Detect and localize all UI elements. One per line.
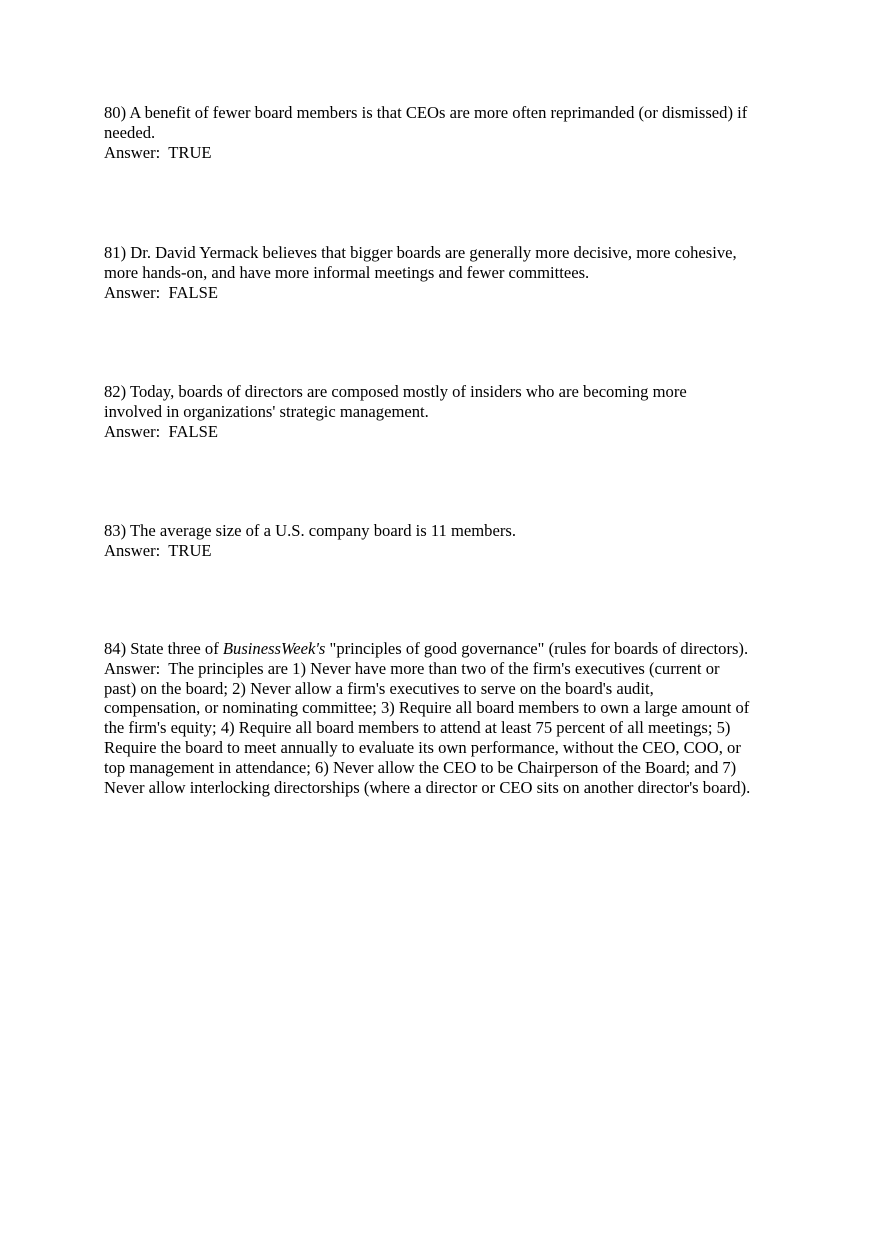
question-83-number: 83) [104, 521, 127, 540]
question-84-italic-title: BusinessWeek's [222, 639, 326, 658]
question-81-answer: FALSE [168, 282, 219, 302]
question-81-text-1: Dr. David Yermack believes that bigger boards are generally more decisive, more cohesive, [130, 243, 737, 262]
answer-label: Answer: [104, 142, 169, 162]
question-80-answer-line [104, 143, 784, 163]
question-83-answer: TRUE [168, 540, 212, 560]
question-84-answer-text-5: Require the board to meet annually to evaluate its own performance, without the CEO, COO, or [104, 737, 741, 757]
question-84-answer-text-1: The principles are 1) Never have more than two of the firm's executives (current or [168, 658, 720, 678]
question-82-answer-line [104, 422, 784, 442]
question-84-answer-text-3: compensation, or nominating committee; 3) Require all board members to own a large amount of [104, 698, 750, 718]
question-82-answer: FALSE [168, 421, 219, 441]
question-84-answer-text-2: past) on the board; 2) Never allow a firm's executives to serve on the board's audit, [104, 678, 654, 698]
answer-label: Answer: [104, 658, 169, 678]
question-81-text-2: more hands-on, and have more informal meetings and fewer committees. [104, 262, 590, 282]
question-81 [104, 243, 784, 302]
answer-label: Answer: [104, 540, 169, 560]
question-84-answer-line-1 [104, 659, 784, 679]
question-80-text-2: needed. [104, 122, 156, 142]
question-82-text-1: Today, boards of directors are composed mostly of insiders who are becoming more [129, 382, 687, 401]
question-80-line-1 [104, 103, 784, 123]
question-83-answer-line [104, 541, 784, 561]
question-83-line-1 [104, 521, 784, 541]
question-84-answer-text-7: Never allow interlocking directorships (where a director or CEO sits on another director's board). [104, 777, 751, 797]
question-80-text-1: A benefit of fewer board members is that CEOs are more often reprimanded (or dismissed) if [129, 103, 748, 122]
question-81-line-1 [104, 243, 784, 263]
question-84-answer-text-6: top management in attendance; 6) Never allow the CEO to be Chairperson of the Board; and 7) [104, 757, 737, 777]
question-81-answer-line [104, 283, 784, 303]
question-81-number: 81) [104, 243, 127, 262]
question-80 [104, 103, 784, 162]
question-82-line-1 [104, 382, 784, 402]
question-84-prefix: State three of [130, 639, 223, 658]
question-84-line-1 [104, 639, 784, 659]
question-84-suffix: "principles of good governance" (rules for boards of directors). [325, 639, 749, 658]
question-84-number: 84) [104, 639, 127, 658]
question-80-answer: TRUE [168, 142, 212, 162]
question-83-text-1: The average size of a U.S. company board is 11 members. [129, 521, 516, 540]
question-82-text-2: involved in organizations' strategic management. [104, 401, 429, 421]
question-84-answer-text-4: the firm's equity; 4) Require all board members to attend at least 75 percent of all meetings; 5) [104, 718, 731, 738]
question-82-number: 82) [104, 382, 127, 401]
question-82 [104, 382, 784, 441]
question-80-number: 80) [104, 103, 127, 122]
question-83 [104, 521, 784, 561]
answer-label: Answer: [104, 421, 169, 441]
answer-label: Answer: [104, 282, 169, 302]
question-84 [104, 639, 784, 797]
